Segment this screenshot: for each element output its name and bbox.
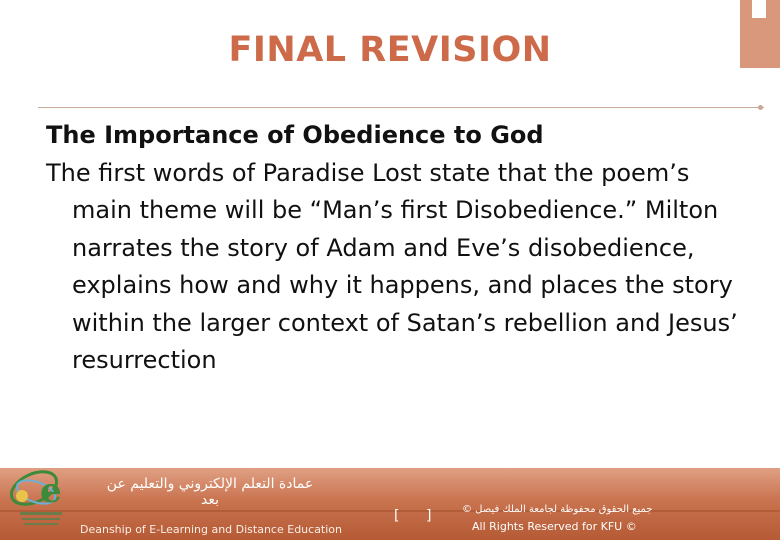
slide-footer bbox=[0, 468, 780, 540]
content-heading: The Importance of Obedience to God bbox=[46, 121, 544, 149]
footer-band bbox=[0, 510, 780, 512]
corner-accent-notch bbox=[752, 0, 766, 18]
kfu-elearning-logo-icon bbox=[6, 468, 72, 534]
rights-english-text: All Rights Reserved for KFU © bbox=[472, 520, 637, 533]
content-paragraph: The first words of Paradise Lost state that the poem’s main theme will be “Man’s first Disobedience.” Milton narrates the story of Adam and Eve’s disobedience, explains how and why it happens, and places the story within the larger context of Satan’s rebellion and Jesus’ resurrection bbox=[46, 158, 738, 374]
deanship-arabic-text: عمادة التعلم الإلكتروني والتعليم عن بعد bbox=[106, 476, 314, 508]
svg-text:e: e bbox=[40, 471, 62, 511]
page-bracket-left: [ bbox=[394, 508, 400, 524]
divider-end-dot bbox=[758, 105, 763, 110]
slide-title: FINAL REVISION bbox=[228, 30, 552, 70]
page-bracket-right: ] bbox=[426, 508, 432, 524]
slide-content bbox=[46, 117, 746, 380]
deanship-english-text: Deanship of E-Learning and Distance Education bbox=[80, 523, 343, 536]
title-divider bbox=[38, 107, 764, 108]
rights-arabic-text: جميع الحقوق محفوظة لجامعة الملك فيصل © bbox=[462, 504, 653, 515]
